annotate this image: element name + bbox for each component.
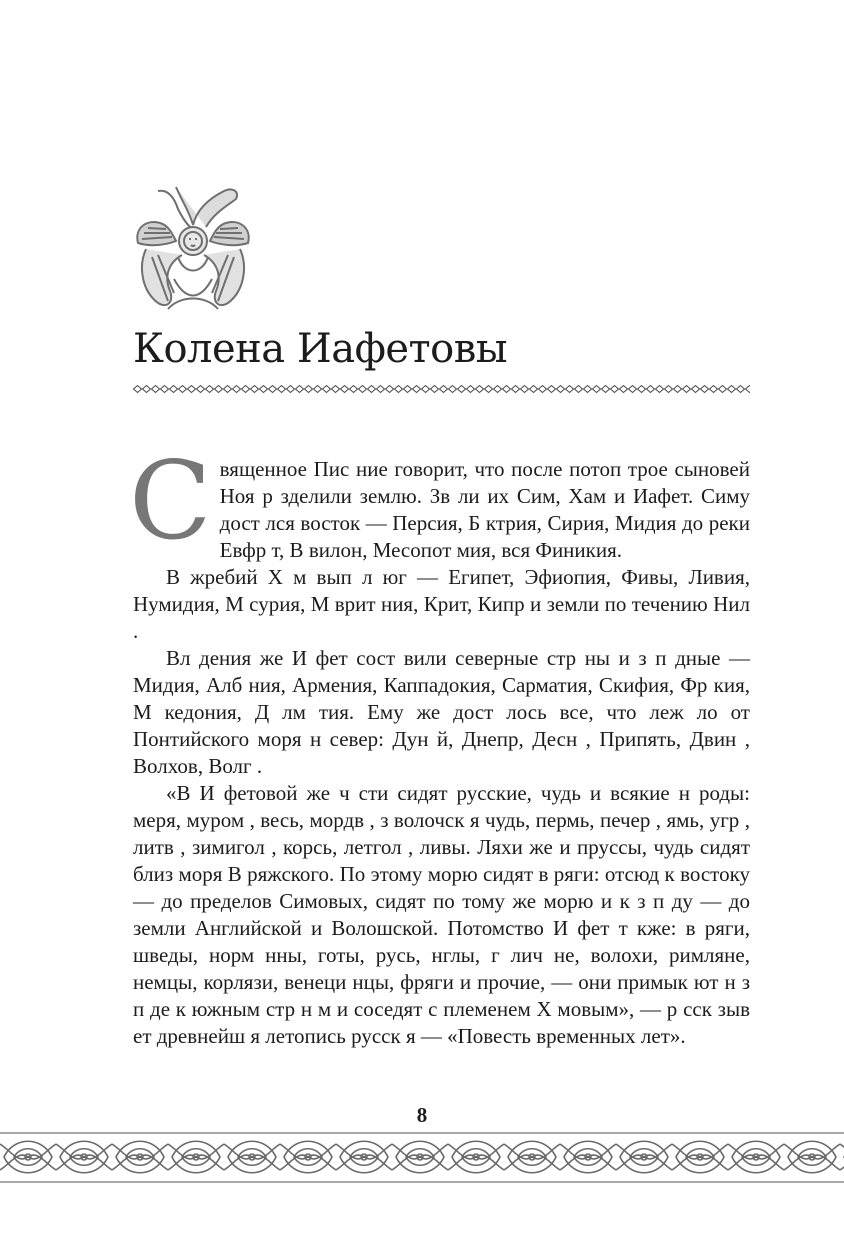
chapter-body (129, 439, 750, 1050)
paragraph-4: «В И фетовой же ч сти сидят русские, чудь и всякие н роды: меря, муром , весь, мордв , з волочск я чудь, пермь, печер , ямь, угр , литв , зимигол , корсь, летгол , ливы. Ляхи же и пруссы, чудь сидят близ моря В ряжского. По этому морю сидят в ряги: отсюд к востоку — до пределов Симовых, сидят по тому же морю и к з п ду — до земли Английской и Волошской. Потомство И фет т кже: в ряги, шведы, норм нны, готы, русь, нглы, г лич не, волохи, римляне, немцы, корлязи, венеци нцы, фряги и прочие, — они примык ют н з п де к южным стр н м и соседят с племенем Х мовым», — р сск зыв ет древнейш я летопись русск я — «Повесть временных лет». (133, 781, 750, 1048)
paragraph-1 (129, 439, 750, 564)
interlace-border (0, 1130, 844, 1185)
diamond-chain-divider (133, 382, 750, 396)
paragraph-1-text: вященное Пис ние говорит, что после потоп трое сыновей Ноя р зделили землю. Зв ли их Сим, Хам и Иафет. Симу дост лся восток — Персия, Б ктрия, Сирия, Мидия до реки Евфр т, В вилон, Месопот мия, вся Финикия. (219, 457, 750, 562)
angel-ornament-icon (128, 183, 258, 313)
drop-cap: С (129, 439, 212, 564)
chapter-title: Колена Иафетовы (133, 326, 508, 372)
paragraph-2: В жребий Х м вып л юг — Египет, Эфиопия, Фивы, Ливия, Нумидия, М сурия, М врит ния, Крит, Кипр и земли по течению Нил . (133, 565, 750, 643)
page-number: 8 (416, 1103, 428, 1127)
paragraph-3: Вл дения же И фет сост вили северные стр ны и з п дные — Мидия, Алб ния, Армения, Каппадокия, Сарматия, Скифия, Фр кия, М кедония, Д лм тия. Ему же дост лось все, что леж ло от Понтийского моря н север: Дун й, Днепр, Десн , Припять, Двин , Волхов, Волг . (133, 646, 750, 778)
